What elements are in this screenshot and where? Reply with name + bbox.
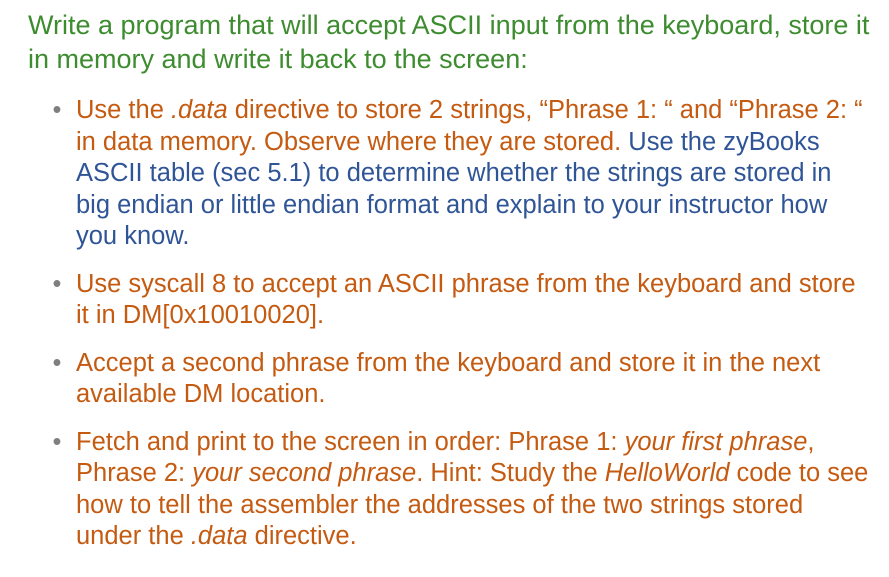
bullet-text: , Phrase 2: bbox=[76, 427, 815, 487]
bullet-item-syscall bbox=[50, 269, 870, 332]
bullet-text: Accept a second phrase from the keyboard and store it in the next available DM location. bbox=[76, 348, 821, 408]
bullet-text: directive. bbox=[247, 522, 357, 550]
bullet-item-data-directive bbox=[50, 95, 870, 253]
bullet-text-blue: Use the zyBooks ASCII table (sec 5.1) to determine whether the strings are stored in big endian or little endian format and explain to your instructor how you know. bbox=[76, 127, 832, 250]
bullet-list bbox=[50, 95, 870, 569]
bullet-icon: • bbox=[52, 427, 62, 456]
intro-text: Write a program that will accept ASCII input from the keyboard, store it in memory and write it back to the screen: bbox=[28, 10, 870, 74]
bullet-item-second-phrase bbox=[50, 348, 870, 411]
bullet-icon: • bbox=[52, 96, 62, 124]
bullet-text: . Hint: Study the bbox=[416, 459, 605, 487]
italic-term: your second phrase bbox=[192, 459, 417, 487]
bullet-text: Use the bbox=[76, 96, 171, 124]
bullet-icon: • bbox=[52, 348, 62, 377]
bullet-text: code to see how to tell the assembler the addresses of the two strings stored under the bbox=[76, 459, 869, 550]
bullet-text: Use syscall 8 to accept an ASCII phrase from the keyboard and store it in DM[0x10010020]. bbox=[76, 269, 856, 329]
code-term: .data bbox=[170, 96, 228, 124]
italic-term: your first phrase bbox=[624, 427, 808, 456]
bullet-text: directive to store 2 strings, “Phrase 1: “ and “Phrase 2: “ in data memory. Observe where they are stored. bbox=[76, 96, 863, 156]
code-term: .data bbox=[190, 522, 248, 550]
bullet-icon: • bbox=[52, 269, 62, 298]
italic-term: HelloWorld bbox=[604, 459, 730, 487]
bullet-item-fetch-print bbox=[50, 427, 870, 553]
bullet-text: Fetch and print to the screen in order: Phrase 1: bbox=[76, 427, 625, 456]
